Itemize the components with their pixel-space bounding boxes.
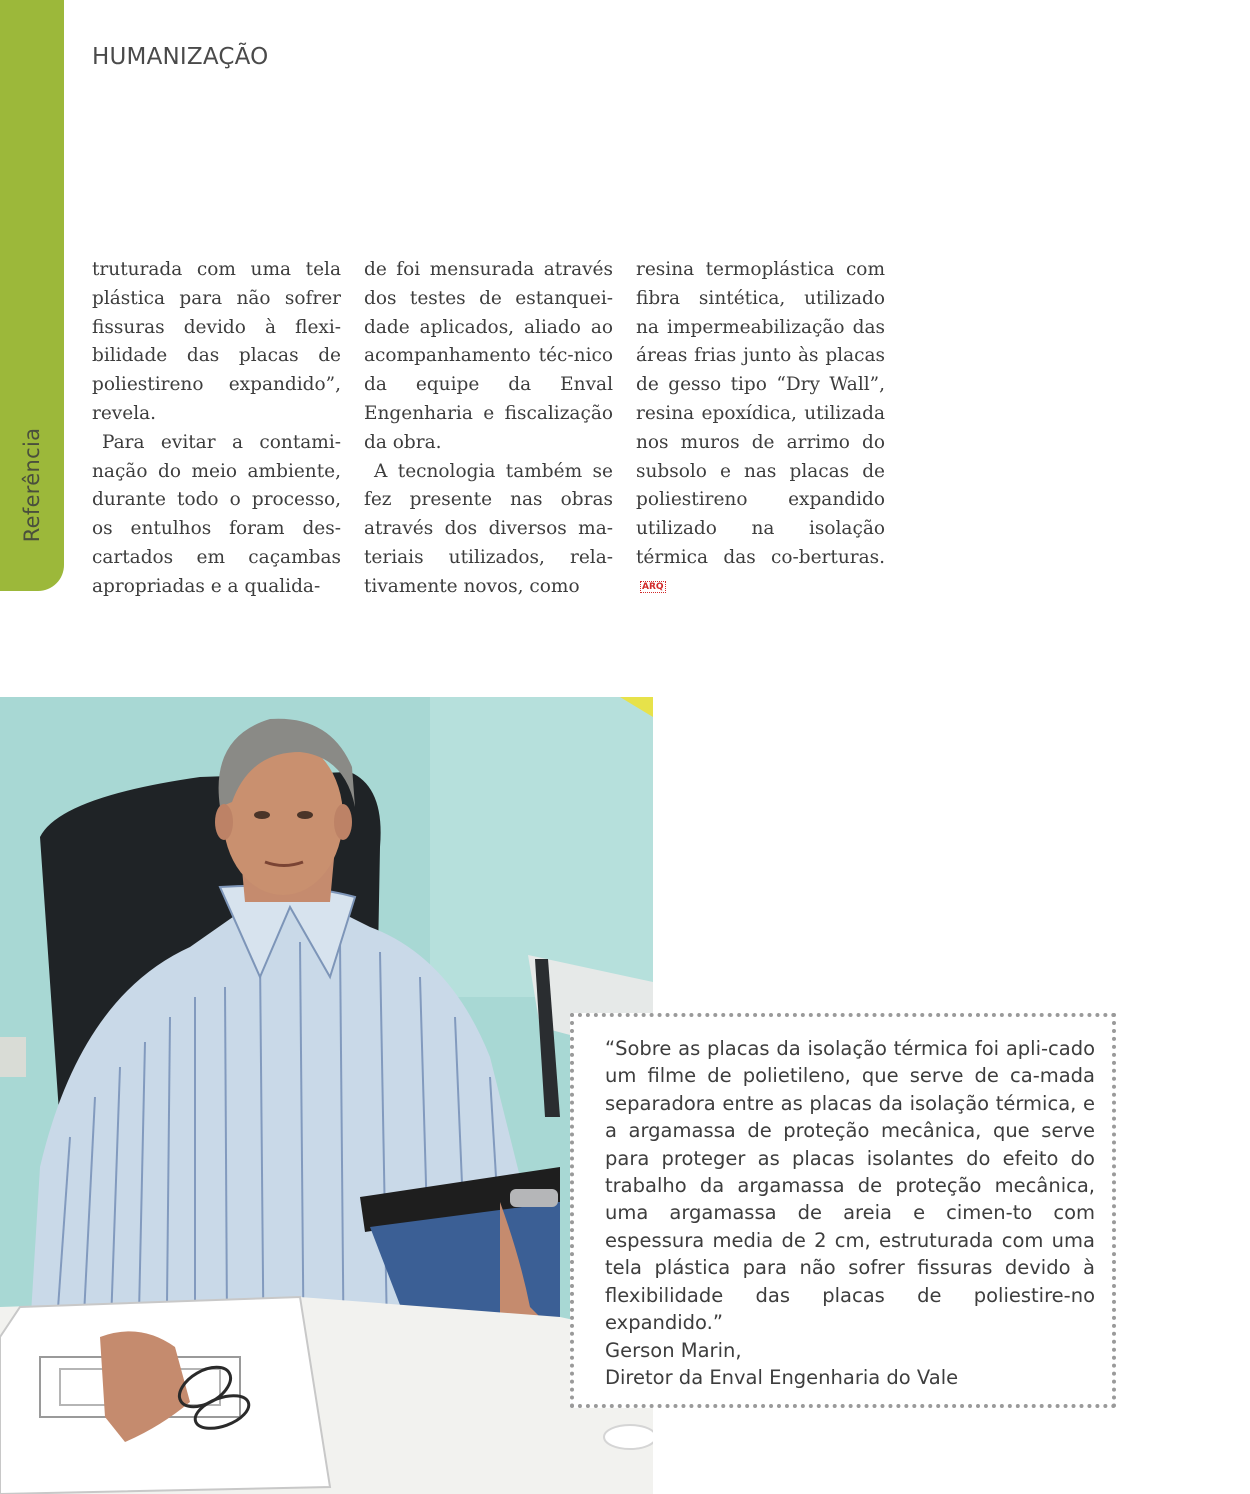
article-paragraph-text: resina termoplástica com fibra sintética, utilizado na impermeabilização das áreas frias junto às placas de gesso tipo “Dry Wall”, resina epoxídica, utilizada nos muros de arrimo do subsolo e nas placas de poliestireno expandido utilizado na isolação térmica das co-berturas. <box>636 259 885 568</box>
quote-author-name: Gerson Marin, <box>605 1339 742 1362</box>
section-title: HUMANIZAÇÃO <box>92 44 269 70</box>
article-paragraph <box>636 256 885 602</box>
article-paragraph: A tecnologia também se fez presente nas obras através dos diversos ma-teriais utilizados, rela-tivamente novos, como <box>364 460 613 597</box>
side-section-tab <box>0 0 64 591</box>
article-paragraph: Para evitar a contami-nação do meio ambiente, durante todo o processo, os entulhos foram des-cartados em caçambas apropriadas e a qualida- <box>92 431 341 597</box>
article-column-1 <box>92 256 341 602</box>
pull-quote-text: “Sobre as placas da isolação térmica foi apli-cado um filme de polietileno, que serve de ca-mada separadora entre as placas da isolação térmica, e a argamassa de proteção mecânica, que serve para proteger as placas isolantes do efeito do trabalho da argamassa de proteção mecânica, uma argamassa de areia e cimen-to com espessura media de 2 cm, estruturada com uma tela plástica para não sofrer fissuras devido à flexibilidade das placas de poliestire-no expandido.” <box>605 1037 1095 1335</box>
article-column-3 <box>636 256 885 602</box>
article-paragraph: truturada com uma tela plástica para não sofrer fissuras devido à flexi-bilidade das placas de poliestireno expandido”, revela. <box>92 259 341 424</box>
quote-author-role: Diretor da Enval Engenharia do Vale <box>605 1366 959 1390</box>
article-column-2 <box>364 256 613 602</box>
pull-quote-box <box>570 1013 1116 1408</box>
pull-quote-attribution <box>605 1337 958 1392</box>
director-photo <box>0 697 653 1494</box>
article-paragraph: de foi mensurada através dos testes de estanquei-dade aplicados, aliado ao acompanhamento téc-nico da equipe da Enval Engenharia e fiscalização da obra. <box>364 259 613 453</box>
end-of-article-mark: ARQ <box>642 581 664 592</box>
side-tab-label: Referência <box>20 427 44 543</box>
director-photo-illustration <box>0 697 653 1494</box>
